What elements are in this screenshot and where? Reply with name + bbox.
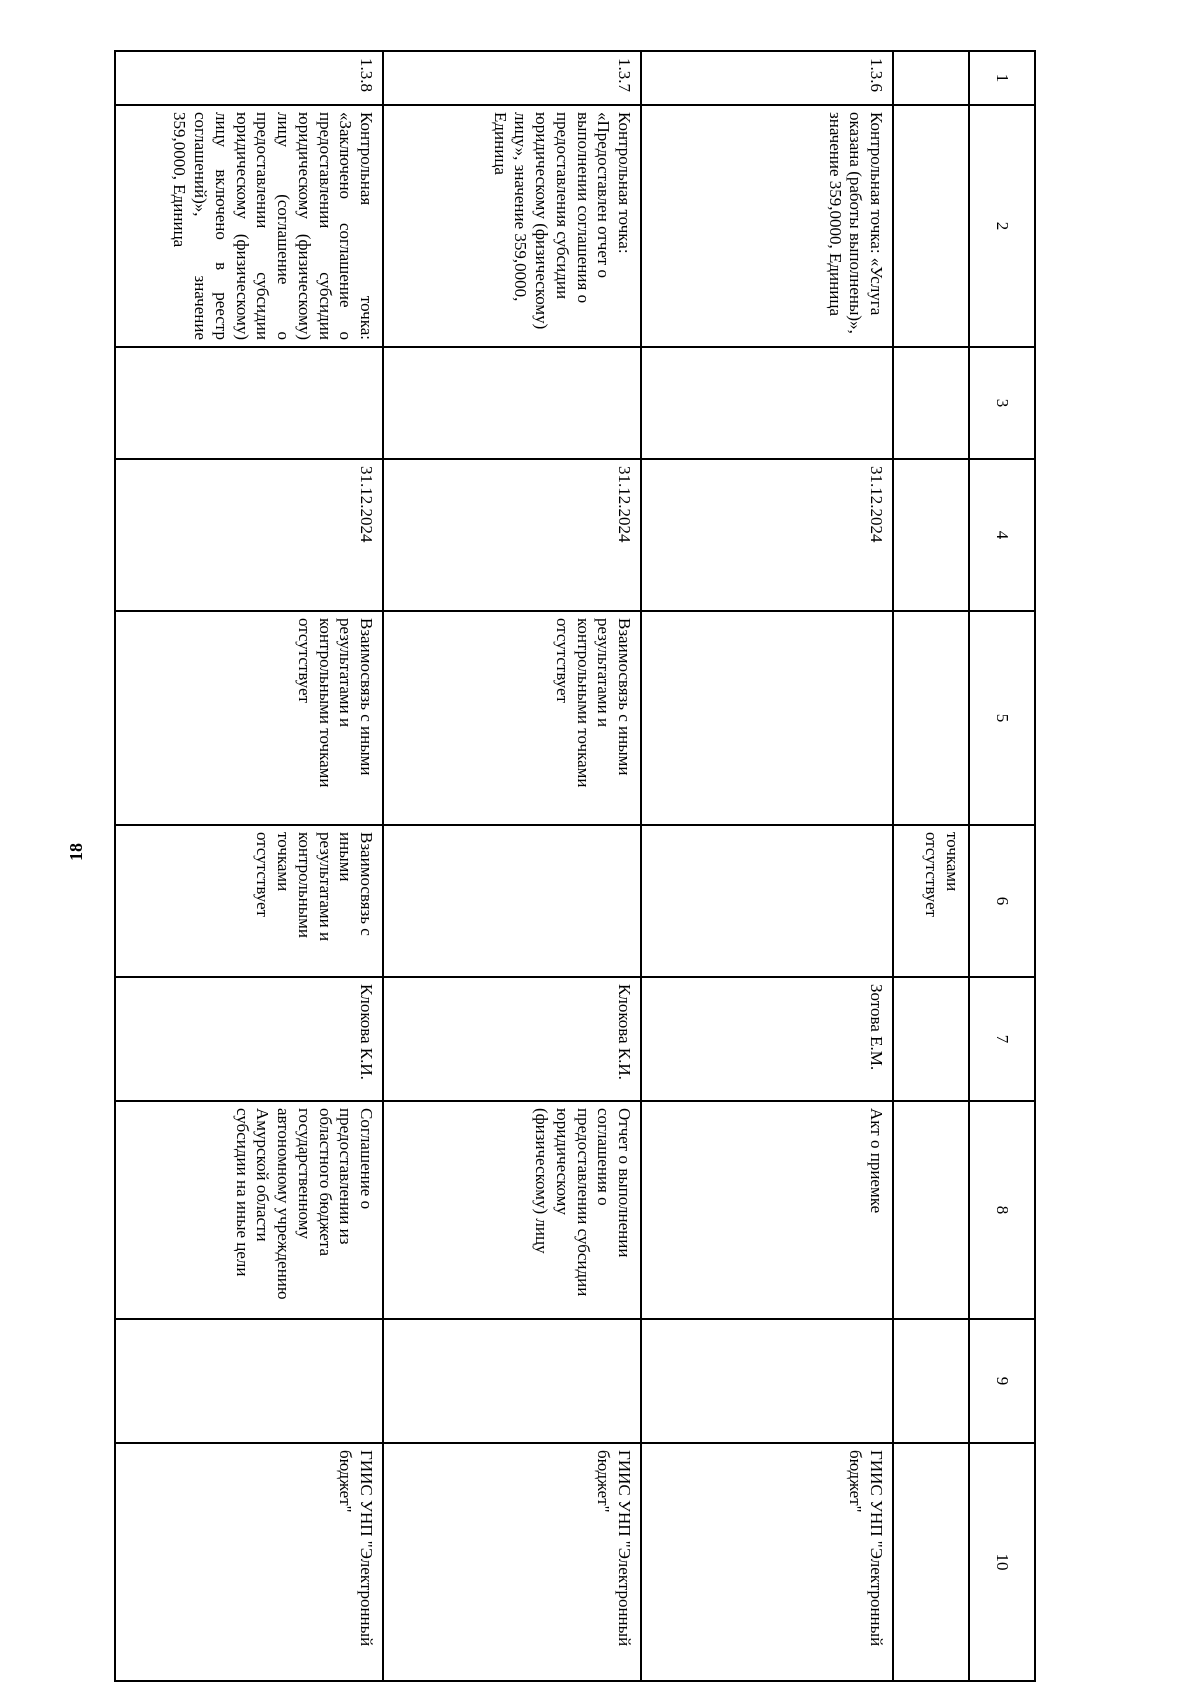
table-row xyxy=(893,51,969,1681)
table-cell xyxy=(383,1319,641,1443)
header-row xyxy=(969,51,1035,1681)
header-cell: 5 xyxy=(969,611,1035,825)
table-cell xyxy=(893,611,969,825)
table-cell: 1.3.8 xyxy=(115,51,383,105)
header-cell: 10 xyxy=(969,1443,1035,1681)
table-cell: 31.12.2024 xyxy=(641,459,893,611)
table-row xyxy=(383,51,641,1681)
table-cell: Взаимосвязь с иными результатами и контрольными точками отсутствует xyxy=(115,611,383,825)
header-cell: 6 xyxy=(969,825,1035,977)
table-cell xyxy=(641,1319,893,1443)
table-cell: Контрольная точка: «Заключено соглашение о предоставлении субсидии юридическому (физическому) лицу (соглашение о предоставлении субсидии юридическому (физическому) лицу включено в реестр соглашений)», значение 359,0000, Единица xyxy=(115,105,383,347)
header-cell: 4 xyxy=(969,459,1035,611)
table-cell xyxy=(893,347,969,459)
table-cell xyxy=(641,347,893,459)
table-cell xyxy=(641,611,893,825)
table-cell: 31.12.2024 xyxy=(383,459,641,611)
table-cell: Клокова К.И. xyxy=(383,977,641,1101)
table-cell xyxy=(383,347,641,459)
header-cell: 8 xyxy=(969,1101,1035,1319)
table-cell: Клокова К.И. xyxy=(115,977,383,1101)
table-cell xyxy=(115,347,383,459)
table-cell: ГИИС УНП "Электронный бюджет" xyxy=(383,1443,641,1681)
header-cell: 9 xyxy=(969,1319,1035,1443)
table-cell: Контрольная точка: «Услуга оказана (работы выполнены)», значение 359,0000, Единица xyxy=(641,105,893,347)
header-cell: 3 xyxy=(969,347,1035,459)
table-cell xyxy=(115,1319,383,1443)
table-cell: ГИИС УНП "Электронный бюджет" xyxy=(115,1443,383,1681)
table-row xyxy=(115,51,383,1681)
table-row xyxy=(641,51,893,1681)
table-cell: ГИИС УНП "Электронный бюджет" xyxy=(641,1443,893,1681)
results-table xyxy=(114,50,1036,1682)
table-cell xyxy=(893,977,969,1101)
table-cell: 31.12.2024 xyxy=(115,459,383,611)
header-cell: 1 xyxy=(969,51,1035,105)
table-cell xyxy=(893,51,969,105)
table-cell: Отчет о выполнении соглашения о предоставлении субсидии юридическому (физическому) лицу xyxy=(383,1101,641,1319)
table-cell xyxy=(641,825,893,977)
table-cell: Акт о приемке xyxy=(641,1101,893,1319)
table-cell: Взаимосвязь с иными результатами и контрольными точками отсутствует xyxy=(383,611,641,825)
table-cell xyxy=(383,825,641,977)
table-cell: Контрольная точка: «Предоставлен отчет о выполнении соглашения о предоставления субсидии юридическому (физическому) лицу», значение 359,0000, Единица xyxy=(383,105,641,347)
rotated-table-container xyxy=(150,50,1036,1680)
table-cell xyxy=(893,1443,969,1681)
table-cell: Соглашение о предоставлении из областного бюджета государственному автономному учреждению Амурской области субсидии на иные цели xyxy=(115,1101,383,1319)
page-number: 18 xyxy=(66,843,86,861)
header-cell: 7 xyxy=(969,977,1035,1101)
table-cell: Зотова Е.М. xyxy=(641,977,893,1101)
header-cell: 2 xyxy=(969,105,1035,347)
table-cell xyxy=(893,1319,969,1443)
table-cell xyxy=(893,1101,969,1319)
table-cell: Взаимосвязь с иными результатами и контрольными точками отсутствует xyxy=(115,825,383,977)
table-cell: точками отсутствует xyxy=(893,825,969,977)
table-cell xyxy=(893,105,969,347)
table-cell: 1.3.7 xyxy=(383,51,641,105)
table-cell xyxy=(893,459,969,611)
table-cell: 1.3.6 xyxy=(641,51,893,105)
